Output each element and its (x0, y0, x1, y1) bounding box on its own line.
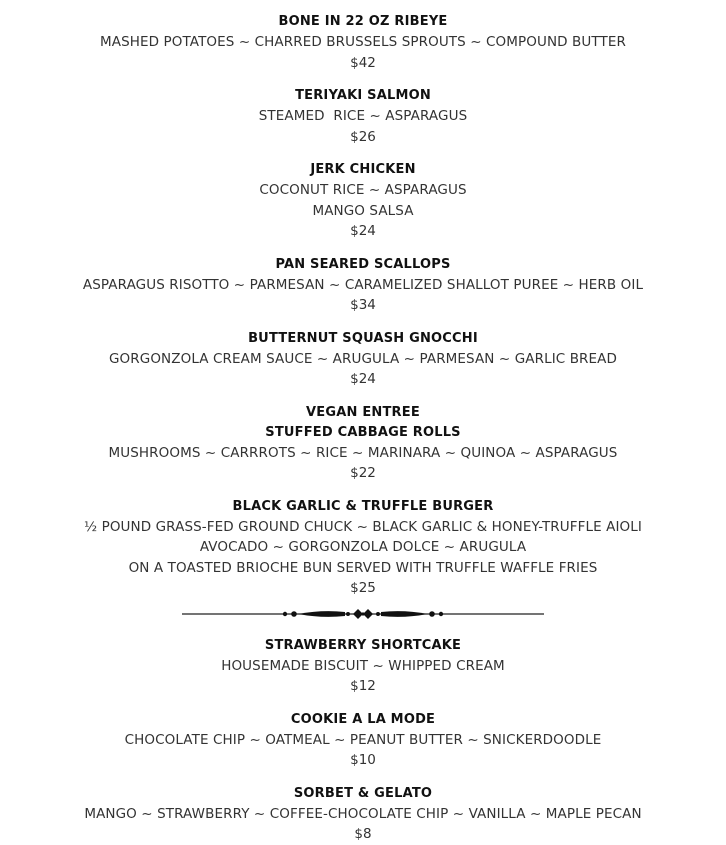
item-price: $34 (350, 297, 376, 313)
menu-item-salmon (0, 86, 726, 147)
item-description: GORGONZOLA CREAM SAUCE ~ ARUGULA ~ PARMESAN ~ GARLIC BREAD (109, 350, 617, 367)
item-name: SORBET & GELATO (293, 785, 433, 801)
item-price: $42 (350, 54, 376, 71)
item-name: BUTTERNUT SQUASH GNOCCHI (248, 330, 478, 346)
ornamental-divider-icon (182, 605, 544, 623)
desserts-section (0, 636, 726, 845)
item-description: MANGO ~ STRAWBERRY ~ COFFEE-CHOCOLATE CHIP ~ VANILLA ~ MAPLE PECAN (84, 805, 642, 822)
item-name: STRAWBERRY SHORTCAKE (264, 637, 462, 653)
item-description-line-2: MANGO SALSA (312, 202, 414, 219)
menu-item-shortcake (0, 636, 726, 697)
menu-item-ribeye (0, 12, 726, 73)
menu-item-jerk-chicken (0, 160, 726, 242)
item-price: $12 (350, 678, 376, 694)
entrees-section (0, 12, 726, 599)
item-price: $25 (350, 580, 376, 596)
item-description: STEAMED RICE ~ ASPARAGUS (258, 108, 468, 124)
item-name: STUFFED CABBAGE ROLLS (265, 424, 461, 440)
item-description: ASPARAGUS RISOTTO ~ PARMESAN ~ CARAMELIZED SHALLOT PUREE ~ HERB OIL (82, 276, 644, 293)
item-description: ½ POUND GRASS-FED GROUND CHUCK ~ BLACK GARLIC & HONEY-TRUFFLE AIOLI (84, 518, 642, 535)
item-description: HOUSEMADE BISCUIT ~ WHIPPED CREAM (221, 657, 505, 674)
item-name: BONE IN 22 OZ RIBEYE (278, 14, 448, 29)
item-name: COOKIE A LA MODE (290, 711, 436, 727)
item-price: $22 (350, 465, 376, 481)
item-name: TERIYAKI SALMON (295, 88, 431, 103)
menu-item-gnocchi (0, 329, 726, 390)
item-description: COCONUT RICE ~ ASPARAGUS (259, 182, 467, 198)
item-description: MASHED POTATOES ~ CHARRED BRUSSELS SPROUTS ~ COMPOUND BUTTER (100, 34, 626, 50)
item-name: PAN SEARED SCALLOPS (275, 256, 451, 272)
item-category: VEGAN ENTREE (306, 404, 420, 420)
menu-page (0, 12, 726, 845)
menu-item-cabbage-rolls (0, 403, 726, 484)
item-price: $26 (350, 128, 376, 145)
item-price: $8 (354, 826, 372, 842)
item-price: $24 (350, 223, 376, 239)
item-description-line-2: AVOCADO ~ GORGONZOLA DOLCE ~ ARUGULA (199, 539, 527, 555)
menu-item-scallops (0, 255, 726, 316)
item-price: $24 (350, 371, 376, 387)
menu-item-cookie (0, 710, 726, 771)
item-description: CHOCOLATE CHIP ~ OATMEAL ~ PEANUT BUTTER ~ SNICKERDOODLE (124, 731, 602, 748)
item-description: MUSHROOMS ~ CARRROTS ~ RICE ~ MARINARA ~ QUINOA ~ ASPARAGUS (108, 444, 618, 461)
menu-item-burger (0, 497, 726, 599)
item-description-line-3: ON A TOASTED BRIOCHE BUN SERVED WITH TRUFFLE WAFFLE FRIES (128, 559, 598, 576)
item-name: JERK CHICKEN (310, 162, 416, 177)
item-name: BLACK GARLIC & TRUFFLE BURGER (232, 498, 494, 514)
menu-item-sorbet (0, 784, 726, 845)
item-price: $10 (350, 752, 376, 768)
